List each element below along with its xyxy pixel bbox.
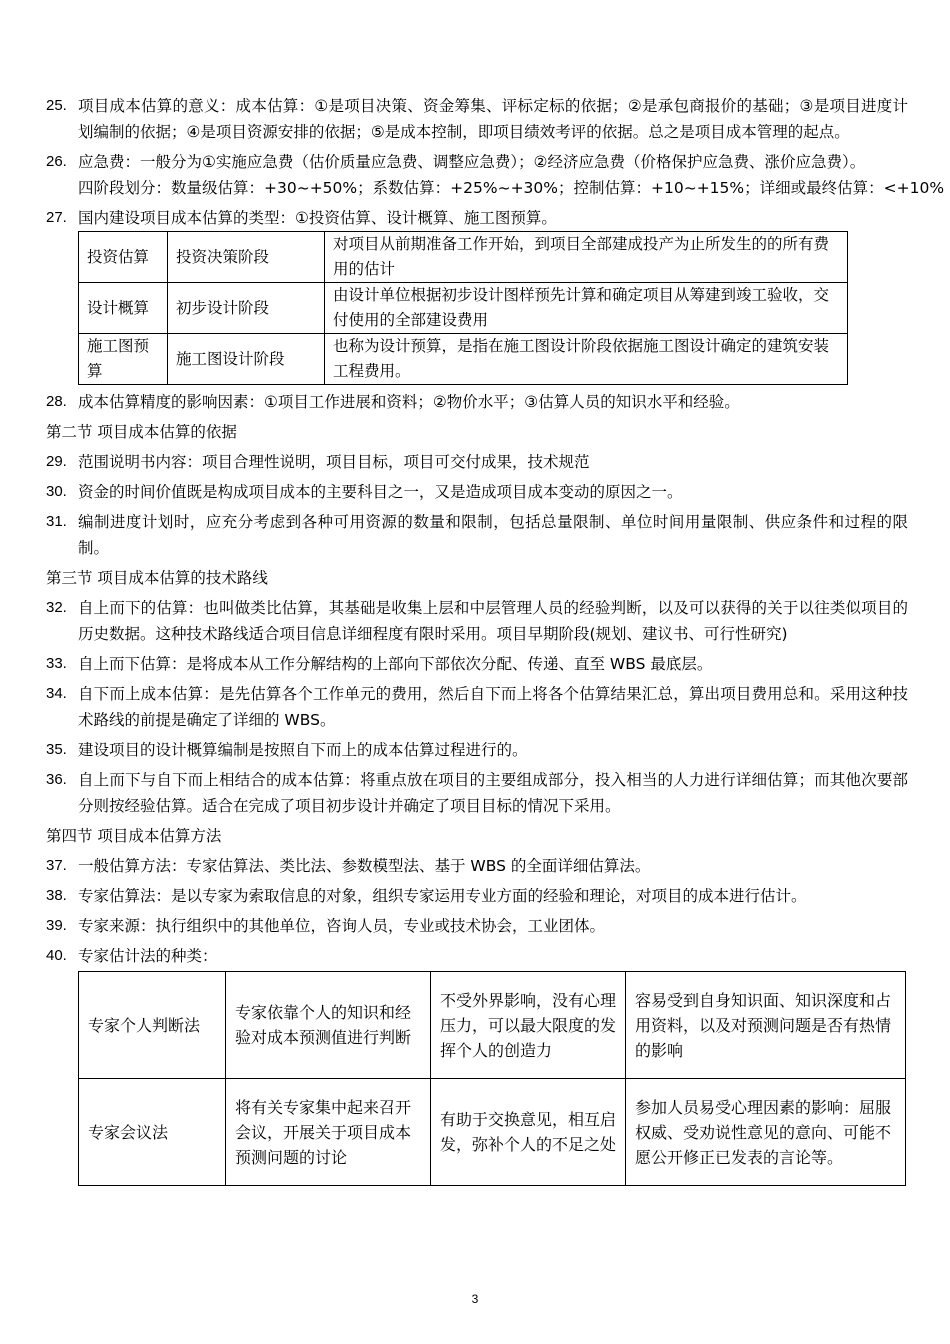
table-cell-desc: 也称为设计预算，是指在施工图设计阶段依据施工图设计确定的建筑安装工程费用。 <box>325 334 848 385</box>
item-number: 39. <box>46 917 67 934</box>
item-number: 37. <box>46 857 67 874</box>
table-row <box>79 334 848 385</box>
table-cell-desc: 由设计单位根据初步设计图样预先计算和确定项目从筹建到竣工验收，交付使用的全部建设费用 <box>325 283 848 334</box>
table-cell-method: 专家个人判断法 <box>79 972 226 1079</box>
table-cell-stage: 施工图设计阶段 <box>168 334 325 385</box>
item-number: 32. <box>46 599 67 616</box>
item-number: 25. <box>46 97 67 114</box>
table-cell-desc: 对项目从前期准备工作开始，到项目全部建成投产为止所发生的的所有费用的估计 <box>325 232 848 283</box>
item-number: 34. <box>46 685 67 702</box>
list-item-39 <box>46 913 908 939</box>
section-heading: 第四节 项目成本估算方法 <box>46 827 222 845</box>
table-cell-con: 容易受到自身知识面、知识深度和占用资料，以及对预测问题是否有热情的影响 <box>626 972 906 1079</box>
item-text: 专家来源：执行组织中的其他单位，咨询人员，专业或技术协会，工业团体。 <box>78 917 606 935</box>
item-text: 自上而下估算：是将成本从工作分解结构的上部向下部依次分配、传递、直至 WBS 最底层。 <box>78 655 713 673</box>
item-text: 自下而上成本估算：是先估算各个工作单元的费用，然后自下而上将各个估算结果汇总，算出项目费用总和。采用这种技术路线的前提是确定了详细的 WBS。 <box>78 685 908 729</box>
list-item-36 <box>46 767 908 819</box>
list-item-27 <box>46 205 908 231</box>
list-item-34 <box>46 681 908 733</box>
list-item-25 <box>46 93 908 145</box>
table-cell-stage: 投资决策阶段 <box>168 232 325 283</box>
list-item-26 <box>46 149 908 175</box>
table-cell-pro: 有助于交换意见，相互启发，弥补个人的不足之处 <box>431 1079 626 1186</box>
list-item-38 <box>46 883 908 909</box>
expert-methods-table <box>78 971 906 1186</box>
list-item-29 <box>46 449 908 475</box>
list-item-28 <box>46 389 908 415</box>
item-text: 范围说明书内容：项目合理性说明，项目目标，项目可交付成果，技术规范 <box>78 453 590 471</box>
item-number: 28. <box>46 393 67 410</box>
table-row <box>79 972 906 1079</box>
table-row <box>79 1079 906 1186</box>
item-text: 专家估算法：是以专家为索取信息的对象，组织专家运用专业方面的经验和理论，对项目的成本进行估计。 <box>78 887 807 905</box>
list-item-40 <box>46 943 908 969</box>
item-text: 项目成本估算的意义：成本估算：①是项目决策、资金筹集、评标定标的依据；②是承包商报价的基础；③是项目进度计划编制的依据；④是项目资源安排的依据；⑤是成本控制，即项目绩效考评的依据。总之是项目成本管理的起点。 <box>78 97 908 141</box>
item-text: 专家估计法的种类： <box>78 947 218 965</box>
item-text: 应急费：一般分为①实施应急费（估价质量应急费、调整应急费）；②经济应急费（价格保护应急费、涨价应急费）。 <box>78 153 866 171</box>
table-cell-desc: 专家依靠个人的知识和经验对成本预测值进行判断 <box>226 972 431 1079</box>
list-item-32 <box>46 595 908 647</box>
table-cell-con: 参加人员易受心理因素的影响：屈服权威、受劝说性意见的意向、可能不愿公开修正已发表的言论等。 <box>626 1079 906 1186</box>
item-text: 自上而下与自下而上相结合的成本估算：将重点放在项目的主要组成部分，投入相当的人力进行详细估算；而其他次要部分则按经验估算。适合在完成了项目初步设计并确定了项目目标的情况下采用。 <box>78 771 908 815</box>
item-number: 26. <box>46 153 67 170</box>
list-item-33 <box>46 651 908 677</box>
list-item-35 <box>46 737 908 763</box>
table-cell-pro: 不受外界影响，没有心理压力，可以最大限度的发挥个人的创造力 <box>431 972 626 1079</box>
item-text: 建设项目的设计概算编制是按照自下而上的成本估算过程进行的。 <box>78 741 528 759</box>
estimate-stage-ranges: 四阶段划分：数量级估算：+30~+50%；系数估算：+25%~+30%；控制估算：+10~+15%；详细或最终估算：<+10% <box>78 179 945 197</box>
item-number: 27. <box>46 209 67 226</box>
item-text: 资金的时间价值既是构成项目成本的主要科目之一，又是造成项目成本变动的原因之一。 <box>78 483 683 501</box>
estimate-types-table <box>78 231 848 385</box>
table-cell-type: 设计概算 <box>79 283 168 334</box>
item-number: 31. <box>46 513 67 530</box>
page-number: 3 <box>471 1292 479 1306</box>
section-heading: 第二节 项目成本估算的依据 <box>46 423 237 441</box>
item-number: 40. <box>46 947 67 964</box>
table-cell-type: 投资估算 <box>79 232 168 283</box>
table-cell-method: 专家会议法 <box>79 1079 226 1186</box>
item-number: 38. <box>46 887 67 904</box>
list-item-30 <box>46 479 908 505</box>
item-text: 自上而下的估算：也叫做类比估算，其基础是收集上层和中层管理人员的经验判断，以及可以获得的关于以往类似项目的历史数据。这种技术路线适合项目信息详细程度有限时采用。项目早期阶段(规划、建议书、可行性研究) <box>78 599 908 643</box>
section-heading: 第三节 项目成本估算的技术路线 <box>46 569 268 587</box>
item-number: 35. <box>46 741 67 758</box>
document-body <box>46 93 945 1186</box>
list-item-31 <box>46 509 908 561</box>
item-text: 编制进度计划时，应充分考虑到各种可用资源的数量和限制，包括总量限制、单位时间用量限制、供应条件和过程的限制。 <box>78 513 908 557</box>
table-cell-stage: 初步设计阶段 <box>168 283 325 334</box>
item-number: 33. <box>46 655 67 672</box>
item-text: 成本估算精度的影响因素：①项目工作进展和资料；②物价水平；③估算人员的知识水平和经验。 <box>78 393 740 411</box>
item-text: 一般估算方法：专家估算法、类比法、参数模型法、基于 WBS 的全面详细估算法。 <box>78 857 651 875</box>
item-text: 国内建设项目成本估算的类型：①投资估算、设计概算、施工图预算。 <box>78 209 557 227</box>
list-item-37 <box>46 853 908 879</box>
table-cell-desc: 将有关专家集中起来召开会议，开展关于项目成本预测问题的讨论 <box>226 1079 431 1186</box>
table-row <box>79 232 848 283</box>
item-number: 36. <box>46 771 67 788</box>
table-cell-type: 施工图预算 <box>79 334 168 385</box>
table-row <box>79 283 848 334</box>
item-number: 29. <box>46 453 67 470</box>
item-number: 30. <box>46 483 67 500</box>
